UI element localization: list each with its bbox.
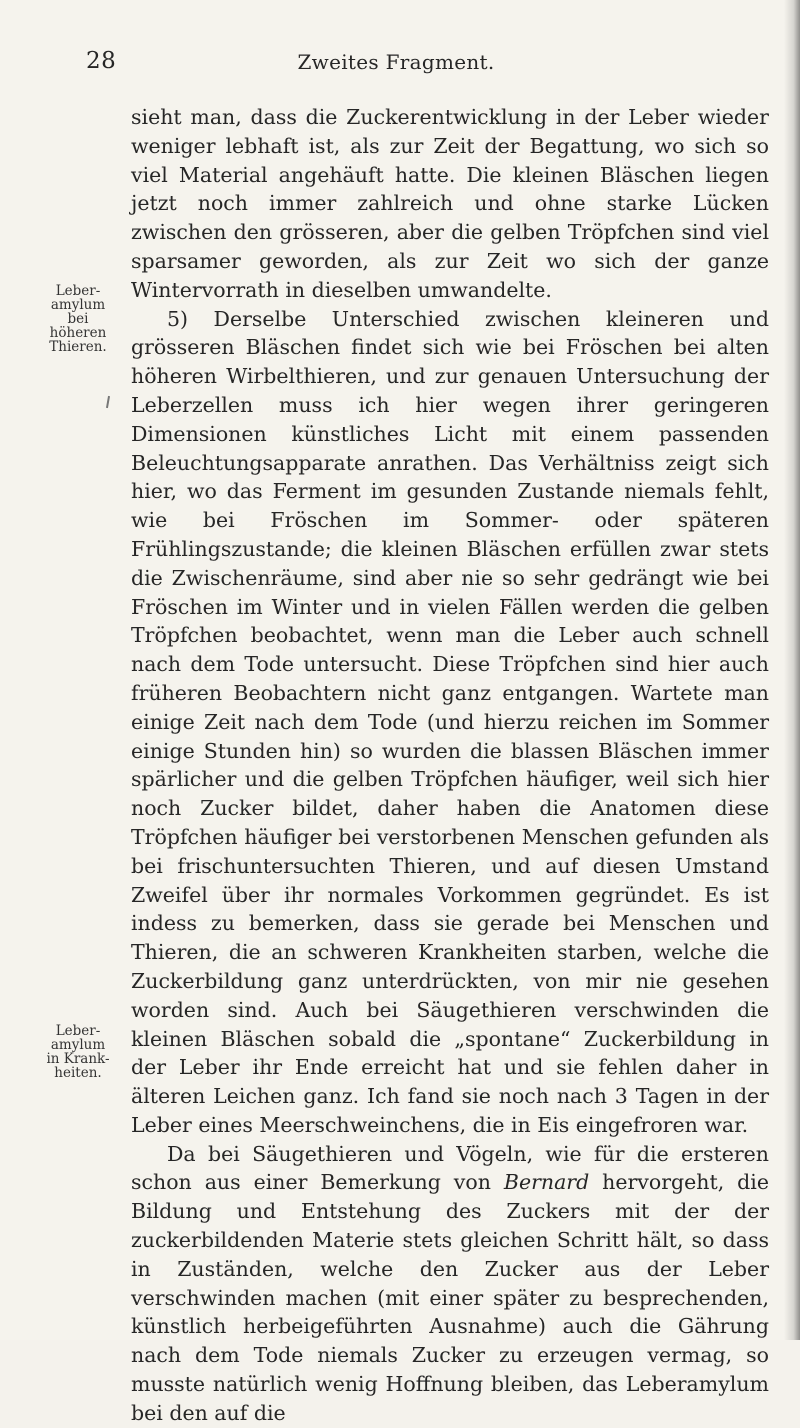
paragraph-section-5: 5) Derselbe Unterschied zwischen kleineren und grösseren Bläschen findet sich wie bei Fröschen bei alten höheren Wirbelthieren, und zur genauen Untersuchung der Leberzellen muss ich hier wegen ihrer geringeren Dimensionen künstliches Licht mit einem passenden Beleuchtungsapparate anrathen. Das Verhältniss zeigt sich hier, wo das Ferment im gesunden Zustande niemals fehlt, wie bei Fröschen im Sommer- oder späteren Frühlingszustande; die kleinen Bläschen erfüllen zwar stets die Zwischenräume, sind aber nie so sehr gedrängt wie bei Fröschen im Winter und in vielen Fällen werden die gelben Tröpfchen beobachtet, wenn man die Leber auch schnell nach dem Tode untersucht. Diese Tröpfchen sind hier auch früheren Beobachtern nicht ganz entgangen. Wartete man einige Zeit nach dem Tode (und hierzu reichen im Sommer einige Stunden hin) so wurden die blassen Bläschen immer spärlicher und die gelben Tröpfchen häufiger, weil sich hier noch Zucker bildet, daher haben die Anatomen diese Tröpfchen häufiger bei verstorbenen Menschen gefunden als bei frischuntersuchten Thieren, und auf diesen Umstand Zweifel über ihr normales Vorkommen gegründet. Es ist indess zu bemerken, dass sie gerade bei Menschen und Thieren, die an schweren Krankheiten starben, welche die Zuckerbildung ganz unterdrückten, von mir nie gesehen worden sind. Auch bei Säugethieren verschwinden die kleinen Bläschen sobald die „spontane“ Zuckerbildung in der Leber ihr Ende erreicht hat und sie fehlen daher in älteren Leichen ganz. Ich fand sie noch nach 3 Tagen in der Leber eines Meerschweinchens, die in Eis eingefroren war. [131,306,769,1137]
margin-note-line: heiten. [54,1065,102,1081]
running-title: Zweites Fragment. [297,50,495,74]
margin-note-liver-amylum-higher-animals [38,284,118,354]
paragraph-mammals-birds [131,1140,769,1428]
page-edge-shadow [784,0,800,1340]
margin-note-line: bei höheren [49,311,107,341]
paragraph-text: hervorgeht, die Bildung und Entstehung des Zuckers mit der der zuckerbildenden Materie stets gleichen Schritt hält, so dass in Zuständen, welche den Zucker aus der Leber verschwinden machen (mit einer später zu besprechenden, künstlich herbeigeführten Ausnahme) auch die Gährung nach dem Tode niemals Zucker zu erzeugen vermag, so musste natürlich wenig Hoffnung bleiben, das Leberamylum bei den auf die [131,1170,769,1425]
margin-note-line: in Krank- [46,1051,110,1067]
margin-note-line: amylum [50,1037,106,1053]
paragraph-text: Da bei Säugethieren und Vögeln, wie für die ersteren schon aus einer Bemerkung von [131,1141,769,1195]
margin-note-line: Leber- [55,1023,101,1039]
body-text [131,103,769,1428]
margin-note-line: Leber- [55,283,101,299]
margin-note-liver-amylum-diseases [38,1024,118,1080]
page-number: 28 [86,48,117,74]
running-header [86,48,706,78]
paragraph-continuation: sieht man, dass die Zuckerentwicklung in der Leber wieder weniger lebhaft ist, als zur Zeit der Begattung, wo sich so viel Material angehäuft hatte. Die kleinen Bläschen liegen jetzt noch immer zahlreich und ohne starke Lücken zwischen den grösseren, aber die gelben Tröpfchen sind viel sparsamer geworden, als zur Zeit wo sich der ganze Wintervorrath in dieselben umwandelte. [131,105,769,302]
margin-note-line: Thieren. [49,339,107,355]
author-name-emphasis: Bernard [503,1170,590,1195]
print-speck [106,396,110,408]
margin-note-line: amylum [50,297,106,313]
